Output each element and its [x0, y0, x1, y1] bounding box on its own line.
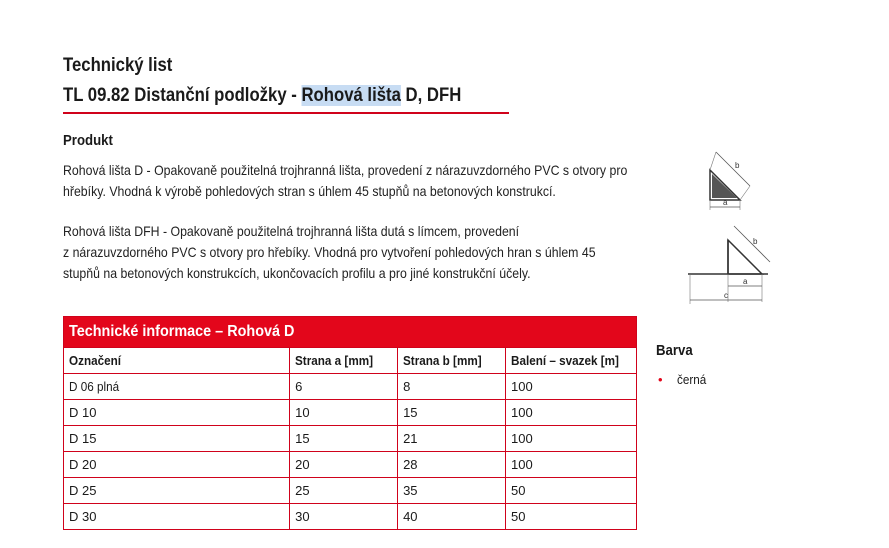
- table-row: [64, 504, 637, 530]
- cell-baleni: 100: [506, 426, 637, 452]
- cell-oznaceni-text: D 06 plná: [69, 379, 120, 394]
- cell-strana-b: 35: [398, 478, 506, 504]
- cell-baleni: 50: [506, 504, 637, 530]
- cell-strana-b: 15: [398, 400, 506, 426]
- cell-baleni: 100: [506, 452, 637, 478]
- column-header-oznaceni: [64, 348, 290, 374]
- cell-oznaceni: D 15: [64, 426, 290, 452]
- table-header-row: [64, 348, 637, 374]
- table-row: [64, 426, 637, 452]
- cell-strana-b: 21: [398, 426, 506, 452]
- cell-strana-a: 20: [290, 452, 398, 478]
- cell-strana-a: 6: [290, 374, 398, 400]
- table-row: [64, 374, 637, 400]
- column-header-strana-b-label: Strana b [mm]: [403, 353, 482, 368]
- cell-strana-a: 10: [290, 400, 398, 426]
- cell-strana-b: 8: [398, 374, 506, 400]
- produkt-para2-line1: Rohová lišta DFH - Opakovaně použitelná trojhranná lišta dutá s límcem, provedení: [63, 223, 520, 239]
- table-title-row: [64, 317, 637, 348]
- column-header-strana-a: [290, 348, 398, 374]
- subtitle-highlight[interactable]: Rohová lišta: [301, 85, 401, 106]
- subtitle-suffix: D, DFH: [400, 85, 462, 106]
- table-row: [64, 452, 637, 478]
- rohova-lista-d-diagram: [700, 140, 760, 215]
- column-header-strana-b: [398, 348, 506, 374]
- document-title: Technický list: [63, 55, 173, 76]
- barva-list-item: [658, 372, 709, 387]
- dfh-label-c: c: [724, 291, 728, 300]
- table-title-text: Technické informace – Rohová D: [69, 323, 295, 340]
- column-header-baleni: [506, 348, 637, 374]
- document-subtitle: [63, 85, 461, 107]
- produkt-para1-line1: Rohová lišta D - Opakovaně použitelná trojhranná lišta, provedení z nárazuvzdorného PVC s otvory pro: [63, 162, 628, 178]
- d-label-b: b: [735, 161, 740, 170]
- dfh-label-b: b: [753, 237, 758, 246]
- barva-heading: Barva: [656, 342, 693, 359]
- bullet-icon: •: [658, 372, 663, 387]
- cell-strana-a: 15: [290, 426, 398, 452]
- cell-oznaceni: D 20: [64, 452, 290, 478]
- rohova-lista-dfh-diagram: [688, 222, 788, 307]
- cell-strana-b: 28: [398, 452, 506, 478]
- table-row: [64, 478, 637, 504]
- cell-oznaceni: D 25: [64, 478, 290, 504]
- title-underline: [63, 112, 509, 114]
- column-header-oznaceni-label: Označení: [69, 353, 122, 368]
- technical-info-table: [63, 316, 637, 530]
- cell-oznaceni: D 10: [64, 400, 290, 426]
- column-header-strana-a-label: Strana a [mm]: [295, 353, 374, 368]
- d-profile-fill: [712, 174, 737, 198]
- table-title: [64, 317, 637, 348]
- column-header-baleni-label: Balení – svazek [m]: [511, 353, 620, 368]
- cell-oznaceni: [64, 374, 290, 400]
- cell-strana-a: 30: [290, 504, 398, 530]
- produkt-para2-line2: z nárazuvzdorného PVC s otvory pro hřebíky. Vhodná pro vytvoření pohledových hran s úhlem 45: [63, 244, 596, 260]
- produkt-heading: Produkt: [63, 132, 113, 149]
- cell-oznaceni: D 30: [64, 504, 290, 530]
- table-row: [64, 400, 637, 426]
- produkt-para2-line3: stupňů na betonových konstrukcích, ukončovacích profilu a pro jiné konstrukční účely.: [63, 265, 531, 281]
- cell-baleni: 50: [506, 478, 637, 504]
- cell-strana-b: 40: [398, 504, 506, 530]
- dfh-dimension-b-line: [734, 226, 770, 262]
- produkt-para1-line2: hřebíky. Vhodná k výrobě pohledových stran s úhlem 45 stupňů na betonových konstrukcí.: [63, 183, 556, 199]
- d-extension-line-1: [710, 152, 716, 170]
- d-extension-line-2: [740, 186, 750, 200]
- d-label-a: a: [723, 198, 728, 207]
- cell-baleni: 100: [506, 374, 637, 400]
- barva-item-label: černá: [676, 372, 706, 387]
- subtitle-prefix: TL 09.82 Distanční podložky -: [63, 85, 302, 106]
- cell-baleni: 100: [506, 400, 637, 426]
- dfh-label-a: a: [743, 277, 748, 286]
- cell-strana-a: 25: [290, 478, 398, 504]
